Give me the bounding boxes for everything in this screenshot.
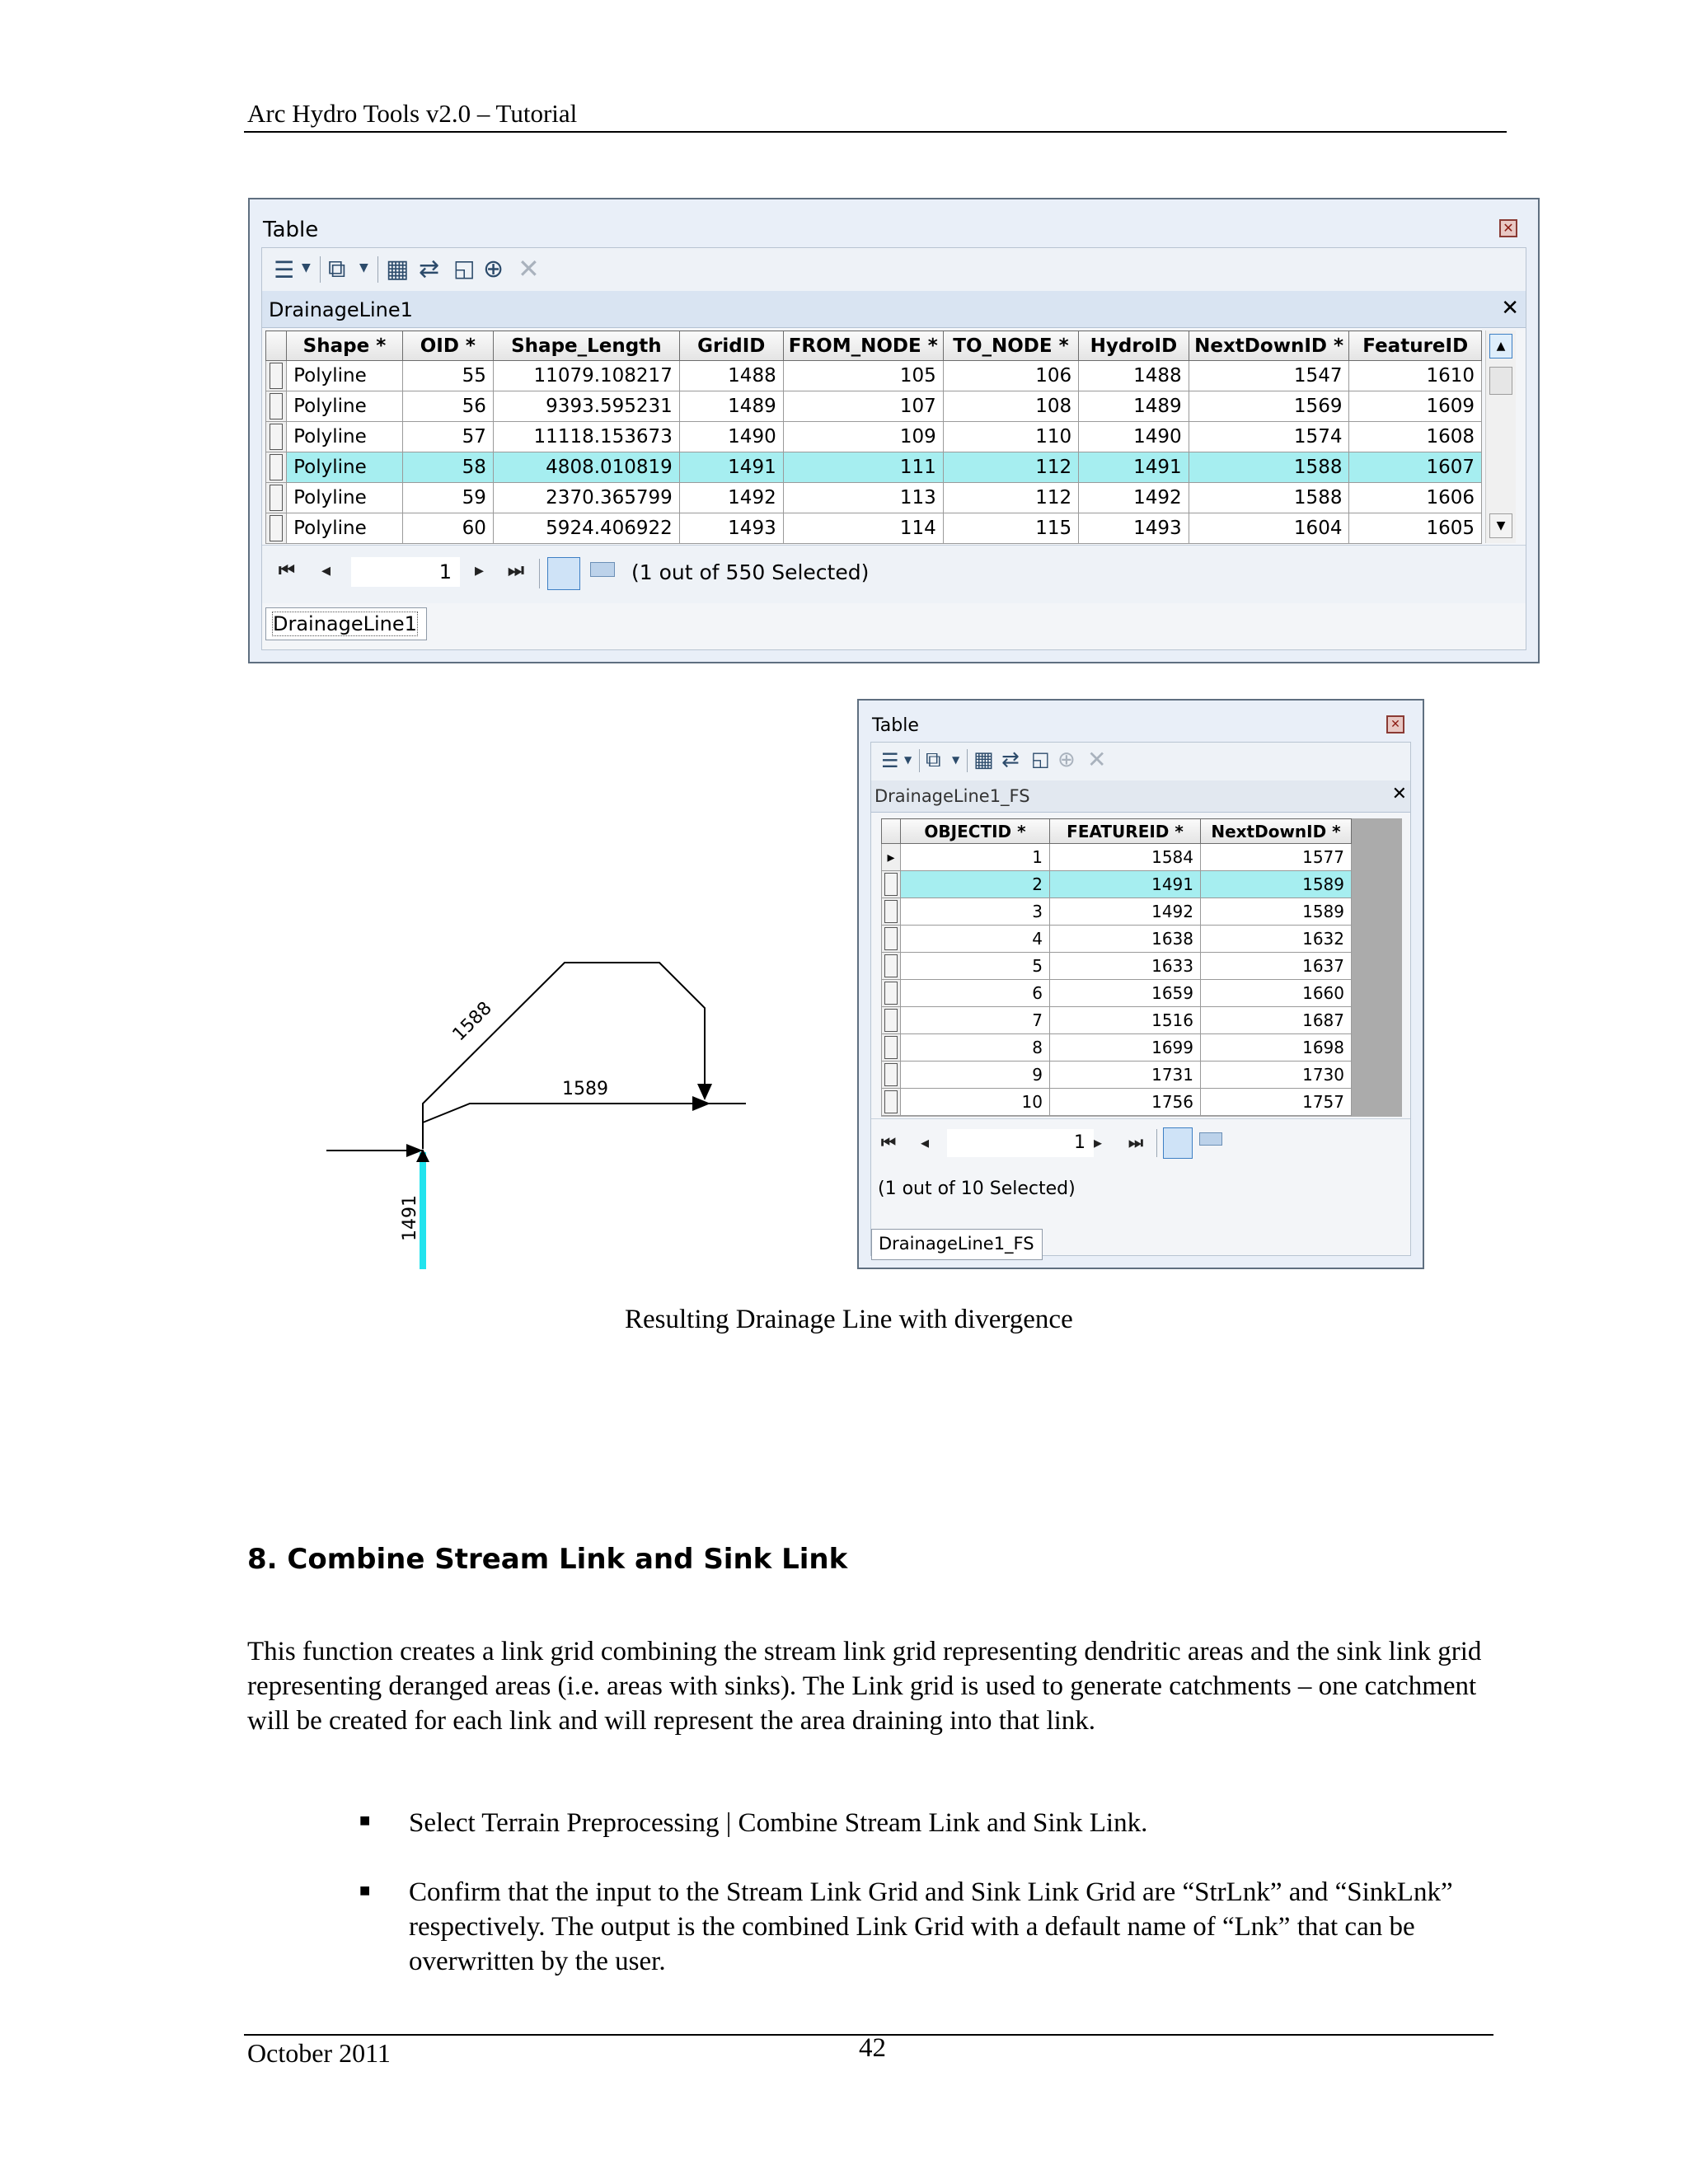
table-tab-drainageline1-fs[interactable] xyxy=(871,1229,1043,1260)
table-cell: Polyline xyxy=(287,391,403,422)
table-tab-header xyxy=(871,780,1410,813)
table-cell: 1488 xyxy=(1079,361,1189,391)
table-cell: 11118.153673 xyxy=(493,422,679,452)
row-selector-header[interactable] xyxy=(882,819,901,844)
scroll-thumb[interactable] xyxy=(1489,367,1512,395)
toolbar-separator xyxy=(377,256,378,283)
zoom-to-selected-icon[interactable]: ⊕ xyxy=(483,255,504,284)
label-1589: 1589 xyxy=(562,1079,608,1099)
table-cell: 1699 xyxy=(1050,1034,1201,1062)
table-cell: 60 xyxy=(402,513,493,544)
show-all-records-button[interactable] xyxy=(547,557,580,590)
table-cell: 1569 xyxy=(1189,391,1349,422)
label-1491: 1491 xyxy=(400,1195,420,1241)
table-cell: 1698 xyxy=(1201,1034,1352,1062)
table-cell: 1492 xyxy=(1079,483,1189,513)
vertical-scrollbar[interactable] xyxy=(1485,330,1516,543)
table-row[interactable] xyxy=(266,422,1482,452)
table-cell: 1633 xyxy=(1050,953,1201,980)
column-header[interactable]: NextDownID * xyxy=(1201,819,1352,844)
table-row[interactable] xyxy=(266,483,1482,513)
table-cell: 1756 xyxy=(1050,1089,1201,1116)
divergence-diagram xyxy=(313,940,758,1286)
column-header[interactable]: Shape * xyxy=(287,331,403,361)
bullet-item: Select Terrain Preprocessing | Combine Stream Link and Sink Link. xyxy=(409,1808,1148,1838)
column-header[interactable]: OID * xyxy=(402,331,493,361)
table-window-1 xyxy=(248,198,1540,663)
table-cell: 108 xyxy=(943,391,1078,422)
table-cell: 1491 xyxy=(1079,452,1189,483)
delete-selected-icon[interactable]: ✕ xyxy=(1087,746,1107,773)
current-record-input[interactable]: 1 xyxy=(351,557,460,587)
column-header[interactable]: Shape_Length xyxy=(493,331,679,361)
table-cell: 1606 xyxy=(1349,483,1482,513)
row-selector-box xyxy=(884,1063,898,1086)
chevron-down-icon[interactable]: ▼ xyxy=(359,261,368,274)
table-row[interactable] xyxy=(266,361,1482,391)
header-rule xyxy=(244,131,1507,133)
table-cell: 10 xyxy=(901,1089,1050,1116)
table-cell: 58 xyxy=(402,452,493,483)
table-cell: 1490 xyxy=(679,422,783,452)
chevron-down-icon[interactable]: ▼ xyxy=(952,754,960,766)
row-selector[interactable] xyxy=(882,898,901,926)
table-row[interactable] xyxy=(266,452,1482,483)
table-cell: 1588 xyxy=(1189,483,1349,513)
row-selector-header[interactable] xyxy=(266,331,287,361)
selection-status: (1 out of 550 Selected) xyxy=(631,560,870,584)
attribute-grid xyxy=(881,818,1402,1117)
table-cell: 1659 xyxy=(1050,980,1201,1007)
row-selector[interactable] xyxy=(882,871,901,898)
related-tables-icon[interactable]: ⧉ xyxy=(926,748,941,772)
table-cell: 1 xyxy=(901,844,1050,871)
clear-selection-icon[interactable]: ◱ xyxy=(453,255,476,282)
table-cell: 1632 xyxy=(1201,926,1352,953)
row-selector[interactable] xyxy=(266,452,287,483)
table-cell: 4 xyxy=(901,926,1050,953)
row-selector[interactable] xyxy=(266,483,287,513)
row-selector-box xyxy=(884,900,898,923)
column-header[interactable]: FEATUREID * xyxy=(1050,819,1201,844)
first-record-icon[interactable]: ⏮ xyxy=(881,1132,896,1152)
previous-record-icon[interactable]: ◂ xyxy=(321,560,331,581)
toolbar-separator xyxy=(1156,1129,1157,1157)
row-selector-box xyxy=(884,954,898,977)
table-toolbar xyxy=(262,248,1526,292)
attribute-table xyxy=(265,330,1482,544)
row-selector-box xyxy=(270,485,283,511)
row-selector-box xyxy=(270,363,283,389)
bullet-item: Confirm that the input to the Stream Link Grid and Sink Link Grid are “StrLnk” and “SinkLnk” respectively. The output is the combined Link Grid with a default name of “Lnk” that can be overwritten by the user. xyxy=(409,1877,1453,1976)
window-title: Table xyxy=(872,715,919,736)
row-selector[interactable] xyxy=(266,361,287,391)
current-record-input[interactable]: 1 xyxy=(947,1129,1094,1157)
table-cell: 1577 xyxy=(1201,844,1352,871)
table-cell: 1605 xyxy=(1349,513,1482,544)
table-cell: 4808.010819 xyxy=(493,452,679,483)
running-header: Arc Hydro Tools v2.0 – Tutorial xyxy=(247,99,578,128)
table-cell: 1589 xyxy=(1201,898,1352,926)
previous-record-icon[interactable]: ◂ xyxy=(921,1132,930,1152)
table-cell: 1610 xyxy=(1349,361,1482,391)
table-row[interactable] xyxy=(882,1034,1352,1062)
next-record-icon[interactable]: ▸ xyxy=(1094,1132,1103,1152)
table-window-2 xyxy=(857,699,1424,1269)
table-cell: 1638 xyxy=(1050,926,1201,953)
chevron-down-icon[interactable]: ▼ xyxy=(302,261,311,274)
drainage-line-1589 xyxy=(423,1104,746,1149)
row-selector-box xyxy=(884,982,898,1005)
switch-selection-icon[interactable]: ⇄ xyxy=(419,255,440,284)
chevron-down-icon[interactable]: ▼ xyxy=(904,754,912,766)
table-cell: 1584 xyxy=(1050,844,1201,871)
table-tab-drainageline1[interactable] xyxy=(265,607,427,640)
selection-status: (1 out of 10 Selected) xyxy=(878,1179,1076,1199)
table-cell: 2 xyxy=(901,871,1050,898)
table-cell: 1757 xyxy=(1201,1089,1352,1116)
layer-name: DrainageLine1 xyxy=(269,298,413,321)
table-cell: 59 xyxy=(402,483,493,513)
related-tables-icon[interactable]: ⧉ xyxy=(328,255,346,284)
table-row[interactable] xyxy=(882,1089,1352,1116)
table-row[interactable] xyxy=(882,1062,1352,1089)
column-header[interactable]: FROM_NODE * xyxy=(783,331,943,361)
tab-label: DrainageLine1_FS xyxy=(879,1234,1034,1254)
table-row[interactable] xyxy=(882,1007,1352,1034)
row-selector[interactable] xyxy=(882,980,901,1007)
clear-selection-icon[interactable]: ◱ xyxy=(1031,748,1050,771)
table-cell: 2370.365799 xyxy=(493,483,679,513)
table-cell: 1604 xyxy=(1189,513,1349,544)
close-tab-icon[interactable]: ✕ xyxy=(1501,296,1519,321)
arrowhead-1588 xyxy=(697,1084,712,1100)
table-toolbar xyxy=(871,743,1410,781)
bullet-marker: ■ xyxy=(359,1810,371,1830)
row-selector[interactable] xyxy=(882,1062,901,1089)
section-heading: 8. Combine Stream Link and Sink Link xyxy=(247,1543,848,1576)
column-header[interactable]: OBJECTID * xyxy=(901,819,1050,844)
table-cell: 1492 xyxy=(1050,898,1201,926)
table-cell: 1637 xyxy=(1201,953,1352,980)
row-selector-box xyxy=(270,515,283,541)
close-window-button[interactable]: ✕ xyxy=(1499,219,1517,237)
close-window-button[interactable]: ✕ xyxy=(1386,715,1404,733)
show-selected-records-button[interactable] xyxy=(590,562,615,577)
table-cell: 109 xyxy=(783,422,943,452)
table-cell: 9 xyxy=(901,1062,1050,1089)
table-row[interactable] xyxy=(882,953,1352,980)
table-tab-header xyxy=(262,291,1526,328)
table-row[interactable] xyxy=(882,844,1352,871)
table-cell: 1687 xyxy=(1201,1007,1352,1034)
select-by-attributes-icon[interactable]: ▦ xyxy=(386,255,410,284)
row-selector-box xyxy=(884,1090,898,1113)
row-selector-box xyxy=(884,1009,898,1032)
table-row[interactable] xyxy=(266,391,1482,422)
record-navigation-bar xyxy=(262,545,1526,603)
table-options-icon[interactable]: ☰ xyxy=(274,256,295,284)
table-cell: Polyline xyxy=(287,422,403,452)
table-cell: 112 xyxy=(943,483,1078,513)
row-selector[interactable] xyxy=(882,926,901,953)
show-selected-records-button[interactable] xyxy=(1199,1132,1222,1146)
drainage-line-1588 xyxy=(423,963,705,1149)
bullet-marker: ■ xyxy=(359,1880,371,1900)
next-record-icon[interactable]: ▸ xyxy=(475,560,485,581)
figure-caption: Resulting Drainage Line with divergence xyxy=(625,1305,1073,1334)
row-selector[interactable] xyxy=(882,1007,901,1034)
show-all-records-button[interactable] xyxy=(1163,1127,1193,1159)
page-number: 42 xyxy=(859,2033,886,2063)
table-cell: 110 xyxy=(943,422,1078,452)
column-header[interactable]: GridID xyxy=(679,331,783,361)
row-selector[interactable] xyxy=(882,953,901,980)
column-header[interactable]: NextDownID * xyxy=(1189,331,1349,361)
table-cell: 112 xyxy=(943,452,1078,483)
row-selector-box xyxy=(270,454,283,480)
table-cell: 115 xyxy=(943,513,1078,544)
row-selector[interactable] xyxy=(882,1034,901,1062)
table-cell: 1489 xyxy=(679,391,783,422)
table-cell: 55 xyxy=(402,361,493,391)
table-cell: 1491 xyxy=(1050,871,1201,898)
toolbar-separator xyxy=(919,749,920,772)
table-row[interactable] xyxy=(882,898,1352,926)
table-cell: 1516 xyxy=(1050,1007,1201,1034)
tab-label: DrainageLine1 xyxy=(273,612,417,635)
label-1588: 1588 xyxy=(448,997,496,1046)
row-selector[interactable] xyxy=(266,391,287,422)
delete-selected-icon[interactable]: ✕ xyxy=(518,253,540,284)
table-cell: 114 xyxy=(783,513,943,544)
table-cell: 8 xyxy=(901,1034,1050,1062)
close-tab-icon[interactable]: ✕ xyxy=(1391,784,1407,804)
footer-date: October 2011 xyxy=(247,2038,391,2068)
table-cell: Polyline xyxy=(287,483,403,513)
row-selector-box xyxy=(270,393,283,419)
record-navigation-bar xyxy=(871,1118,1410,1221)
table-cell: 1489 xyxy=(1079,391,1189,422)
window-title: Table xyxy=(263,218,319,242)
table-options-icon[interactable]: ☰ xyxy=(881,749,899,772)
table-cell: 11079.108217 xyxy=(493,361,679,391)
row-selector[interactable] xyxy=(266,513,287,544)
column-header[interactable]: FeatureID xyxy=(1349,331,1482,361)
table-row[interactable] xyxy=(882,980,1352,1007)
table-cell: 6 xyxy=(901,980,1050,1007)
table-cell: 1493 xyxy=(1079,513,1189,544)
column-header[interactable]: TO_NODE * xyxy=(943,331,1078,361)
layer-name: DrainageLine1_FS xyxy=(874,786,1030,806)
row-selector[interactable] xyxy=(266,422,287,452)
table-cell: 3 xyxy=(901,898,1050,926)
table-cell: 1731 xyxy=(1050,1062,1201,1089)
table-cell: Polyline xyxy=(287,361,403,391)
zoom-to-selected-icon[interactable]: ⊕ xyxy=(1057,748,1076,772)
switch-selection-icon[interactable]: ⇄ xyxy=(1001,748,1020,772)
table-cell: 56 xyxy=(402,391,493,422)
table-cell: Polyline xyxy=(287,513,403,544)
table-cell: 113 xyxy=(783,483,943,513)
table-cell: 1492 xyxy=(679,483,783,513)
table-cell: 1488 xyxy=(679,361,783,391)
last-record-icon[interactable]: ⏭ xyxy=(1128,1132,1143,1152)
table-cell: 107 xyxy=(783,391,943,422)
toolbar-separator xyxy=(967,749,968,772)
table-cell: 1493 xyxy=(679,513,783,544)
table-cell: 1660 xyxy=(1201,980,1352,1007)
table-cell: 5 xyxy=(901,953,1050,980)
table-cell: 1547 xyxy=(1189,361,1349,391)
row-selector-box xyxy=(270,424,283,450)
table-cell: 5924.406922 xyxy=(493,513,679,544)
select-by-attributes-icon[interactable]: ▦ xyxy=(973,748,994,772)
table-header-row xyxy=(882,819,1352,844)
table-header-row xyxy=(266,331,1482,361)
row-selector-box xyxy=(884,927,898,950)
table-cell: 105 xyxy=(783,361,943,391)
row-selector[interactable] xyxy=(882,1089,901,1116)
table-cell: 1730 xyxy=(1201,1062,1352,1089)
table-cell: 111 xyxy=(783,452,943,483)
table-row[interactable] xyxy=(882,926,1352,953)
table-cell: 106 xyxy=(943,361,1078,391)
arrowhead-1589 xyxy=(692,1096,710,1111)
table-cell: 1491 xyxy=(679,452,783,483)
scroll-down-button[interactable]: ▼ xyxy=(1489,513,1512,538)
table-row[interactable] xyxy=(266,513,1482,544)
table-cell: 57 xyxy=(402,422,493,452)
table-cell: 1490 xyxy=(1079,422,1189,452)
table-cell: 1609 xyxy=(1349,391,1482,422)
attribute-grid xyxy=(265,330,1482,543)
body-paragraph: This function creates a link grid combining the stream link grid representing dendritic areas and the sink link grid representing deranged areas (i.e. areas with sinks). The Link grid is used to generate catchments – one catchment will be created for each link and will represent the area draining into that link. xyxy=(247,1637,1482,1736)
row-selector-box xyxy=(884,873,898,896)
attribute-table xyxy=(881,818,1352,1116)
first-record-icon[interactable]: ⏮ xyxy=(279,560,295,581)
table-cell: 1608 xyxy=(1349,422,1482,452)
toolbar-separator xyxy=(320,256,321,283)
table-cell: 7 xyxy=(901,1007,1050,1034)
row-selector[interactable]: ▸ xyxy=(882,844,901,871)
table-cell: 1607 xyxy=(1349,452,1482,483)
last-record-icon[interactable]: ⏭ xyxy=(508,560,524,581)
scroll-up-button[interactable]: ▲ xyxy=(1489,334,1512,359)
table-cell: 1588 xyxy=(1189,452,1349,483)
table-row[interactable] xyxy=(882,871,1352,898)
table-cell: 1574 xyxy=(1189,422,1349,452)
table-cell: Polyline xyxy=(287,452,403,483)
toolbar-separator xyxy=(539,559,540,588)
row-selector-box xyxy=(884,1036,898,1059)
table-cell: 1589 xyxy=(1201,871,1352,898)
table-cell: 9393.595231 xyxy=(493,391,679,422)
column-header[interactable]: HydroID xyxy=(1079,331,1189,361)
